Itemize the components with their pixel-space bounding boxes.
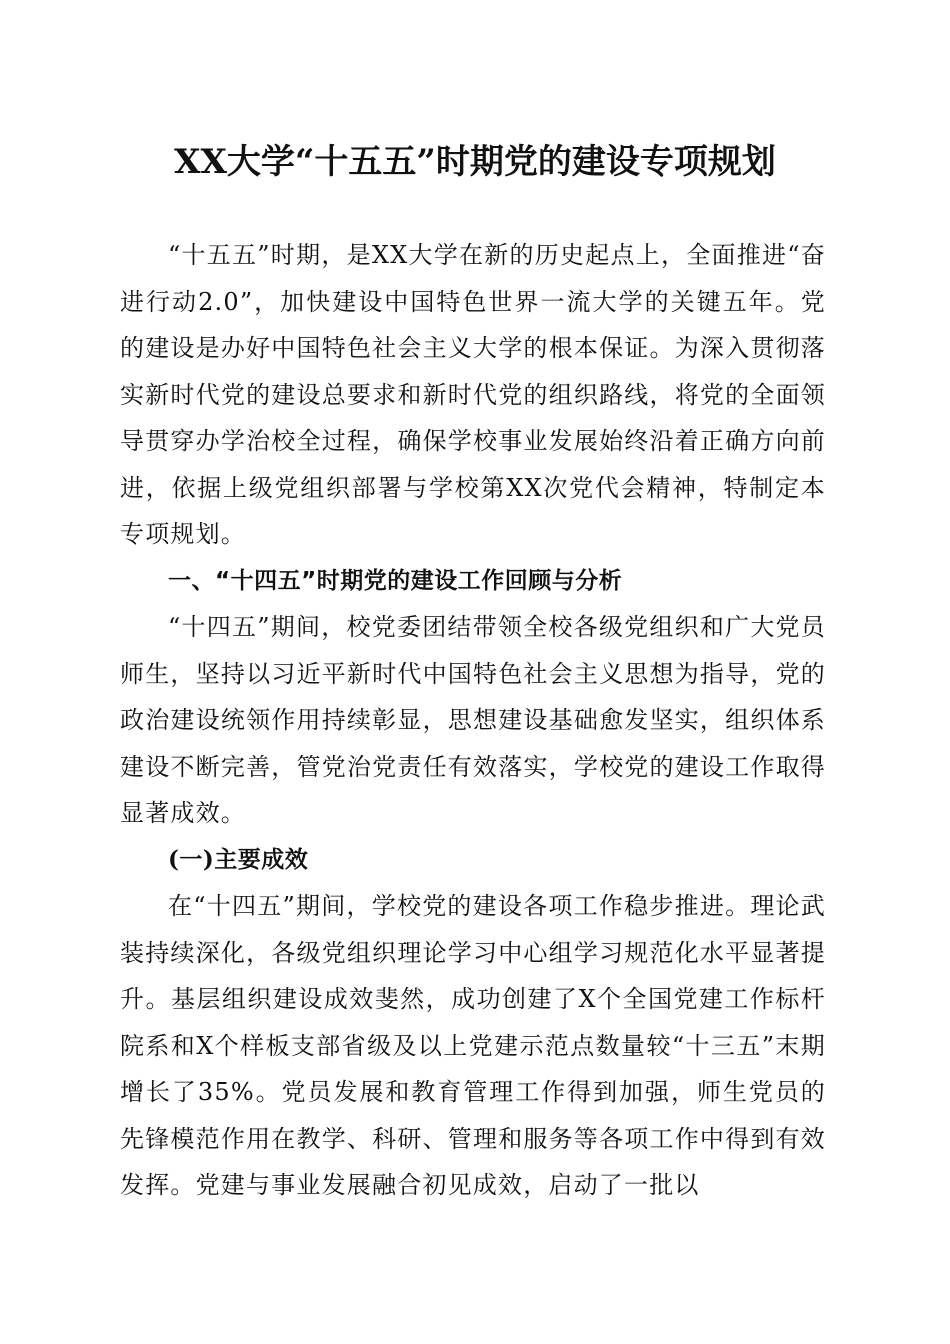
intro-paragraph: “十五五”时期，是XX大学在新的历史起点上，全面推进“奋进行动2.0”，加快建设中国特色世界一流大学的关键五年。党的建设是办好中国特色社会主义大学的根本保证。为深入贯彻落实新时代党的建设总要求和新时代党的组织路线，将党的全面领导贯穿办学治校全过程，确保学校事业发展始终沿着正确方向前进，依据上级党组织部署与学校第XX次党代会精神，特制定本专项规划。: [120, 241, 826, 548]
subsection-1-paragraph: 在“十四五”期间，学校党的建设各项工作稳步推进。理论武装持续深化，各级党组织理论学习中心组学习规范化水平显著提升。基层组织建设成效斐然，成功创建了X个全国党建工作标杆院系和X个样板支部省级及以上党建示范点数量较“十三五”末期增长了35%。党员发展和教育管理工作得到加强，师生党员的先锋模范作用在教学、科研、管理和服务等各项工作中得到有效发挥。党建与事业发展融合初见成效，启动了一批以: [120, 892, 826, 1199]
section-1-paragraph: “十四五”期间，校党委团结带领全校各级党组织和广大党员师生，坚持以习近平新时代中国特色社会主义思想为指导，党的政治建设统领作用持续彰显，思想建设基础愈发坚实，组织体系建设不断完善，管党治党责任有效落实，学校党的建设工作取得显著成效。: [120, 613, 826, 827]
section-1-heading: 一、“十四五”时期党的建设工作回顾与分析: [168, 567, 623, 594]
subsection-1-heading: (一)主要成效: [168, 845, 309, 873]
document-title: XX大学“十五五”时期党的建设专项规划: [174, 142, 776, 182]
document-body: [120, 232, 826, 1209]
